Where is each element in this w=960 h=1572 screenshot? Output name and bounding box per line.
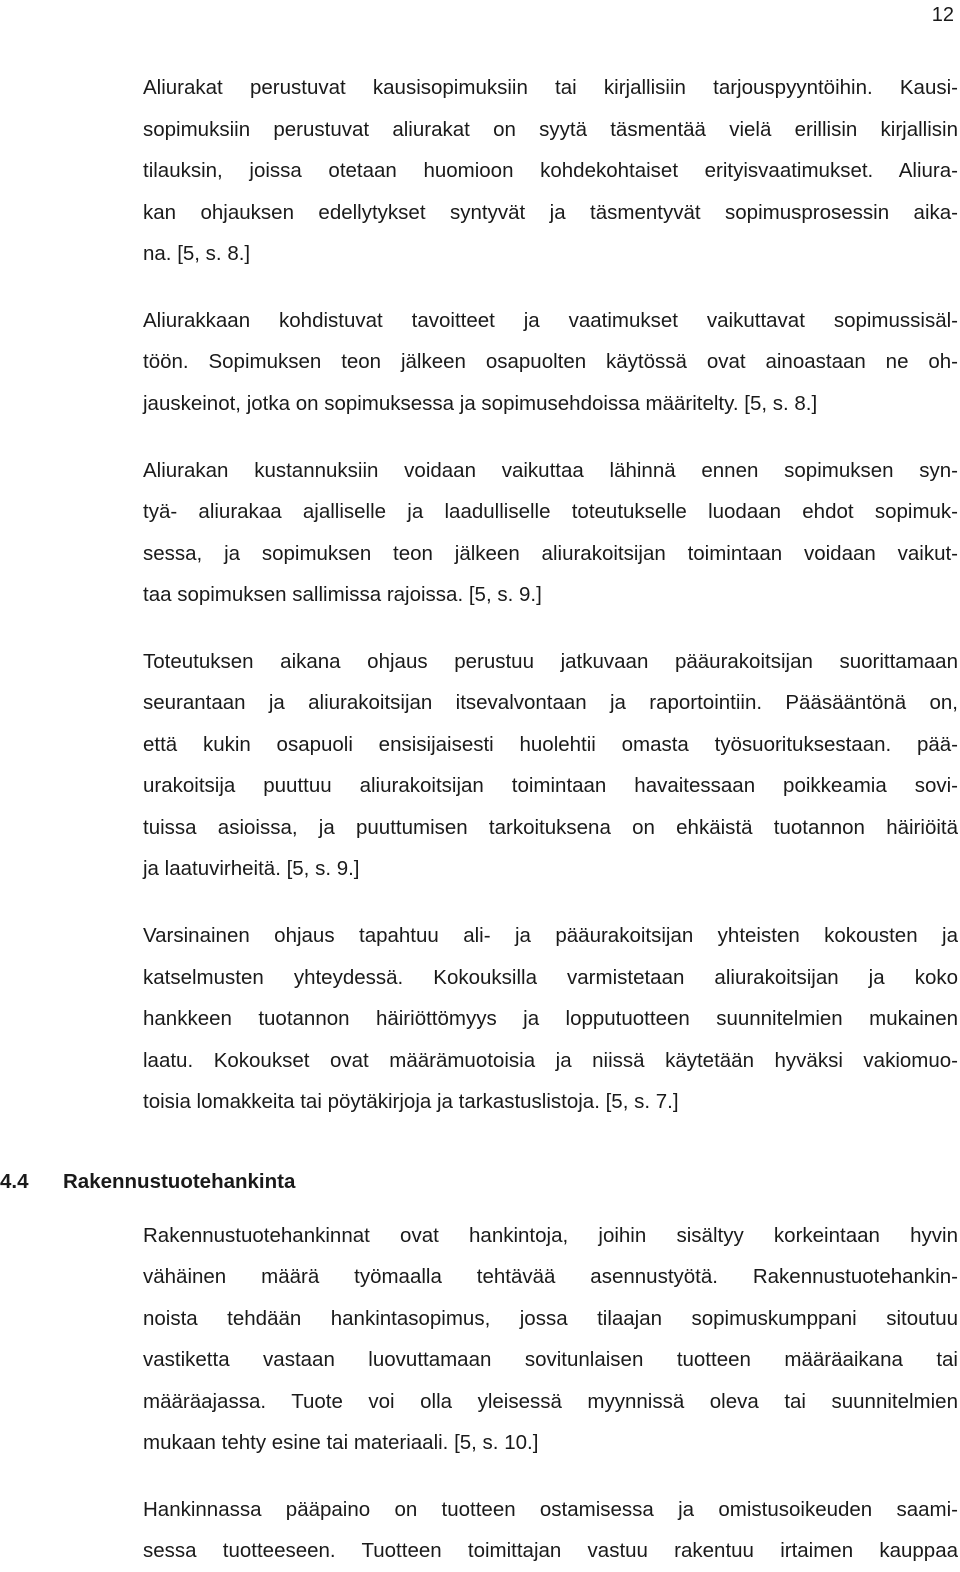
text-line: töön. Sopimuksen teon jälkeen osapuolten käytössä ovat ainoastaan ne oh- [143,350,958,373]
text-line: laatu. Kokoukset ovat määrämuotoisia ja niissä käytetään hyväksi vakiomuo- [143,1049,958,1072]
text-line: taa sopimuksen sallimissa rajoissa. [5, s. 9.] [143,583,542,606]
text-line: tilauksin, joissa otetaan huomioon kohdekohtaiset erityisvaatimukset. Aliura- [143,159,958,182]
text-line: katselmusten yhteydessä. Kokouksilla varmistetaan aliurakoitsijan ja koko [143,966,958,989]
text-line: ja laatuvirheitä. [5, s. 9.] [143,857,360,880]
text-line: sopimuksiin perustuvat aliurakat on syytä täsmentää vielä erillisin kirjallisin [143,118,958,141]
text-line: Rakennustuotehankinnat ovat hankintoja, joihin sisältyy korkeintaan hyvin [143,1224,958,1247]
text-line: tyä- aliurakaa ajalliselle ja laadulliselle toteutukselle luodaan ehdot sopimuk- [143,500,958,523]
text-line: hankkeen tuotannon häiriöttömyys ja lopputuotteen suunnitelmien mukainen [143,1007,958,1030]
text-line: Hankinnassa pääpaino on tuotteen ostamisessa ja omistusoikeuden saami- [143,1498,958,1521]
section-number: 4.4 [0,1170,29,1193]
text-line: noista tehdään hankintasopimus, jossa tilaajan sopimuskumppani sitoutuu [143,1307,958,1330]
text-line: na. [5, s. 8.] [143,242,251,265]
text-line: Aliurakan kustannuksiin voidaan vaikuttaa lähinnä ennen sopimuksen syn- [143,459,958,482]
text-line: että kukin osapuoli ensisijaisesti huolehtii omasta työsuorituksestaan. pää- [143,733,958,756]
text-line: jauskeinot, jotka on sopimuksessa ja sopimusehdoissa määritelty. [5, s. 8.] [143,392,818,415]
text-line: kan ohjauksen edellytykset syntyvät ja täsmentyvät sopimusprosessin aika- [143,201,958,224]
page-number: 12 [931,4,954,26]
section-title: Rakennustuotehankinta [63,1170,296,1193]
text-line: seurantaan ja aliurakoitsijan itsevalvontaan ja raportointiin. Pääsääntönä on, [143,691,958,714]
text-line: sessa, ja sopimuksen teon jälkeen aliurakoitsijan toimintaan voidaan vaikut- [143,542,958,565]
text-line: sessa tuotteeseen. Tuotteen toimittajan vastuu rakentuu irtaimen kauppaa [143,1539,958,1562]
text-line: Aliurakkaan kohdistuvat tavoitteet ja vaatimukset vaikuttavat sopimussisäl- [143,309,958,332]
text-line: mukaan tehty esine tai materiaali. [5, s. 10.] [143,1431,539,1454]
text-line: tuissa asioissa, ja puuttumisen tarkoituksena on ehkäistä tuotannon häiriöitä [143,816,958,839]
text-line: määräajassa. Tuote voi olla yleisessä myynnissä oleva tai suunnitelmien [143,1390,958,1413]
text-line: Aliurakat perustuvat kausisopimuksiin tai kirjallisiin tarjouspyyntöihin. Kausi- [143,76,958,99]
text-line: toisia lomakkeita tai pöytäkirjoja ja tarkastuslistoja. [5, s. 7.] [143,1090,679,1113]
text-line: Varsinainen ohjaus tapahtuu ali- ja pääurakoitsijan yhteisten kokousten ja [143,924,958,947]
text-line: vastiketta vastaan luovuttamaan sovitunlaisen tuotteen määräaikana tai [143,1348,958,1371]
text-line: urakoitsija puuttuu aliurakoitsijan toimintaan havaitessaan poikkeamia sovi- [143,774,958,797]
text-line: vähäinen määrä työmaalla tehtävää asennustyötä. Rakennustuotehankin- [143,1265,958,1288]
text-line: Toteutuksen aikana ohjaus perustuu jatkuvaan pääurakoitsijan suorittamaan [143,650,958,673]
